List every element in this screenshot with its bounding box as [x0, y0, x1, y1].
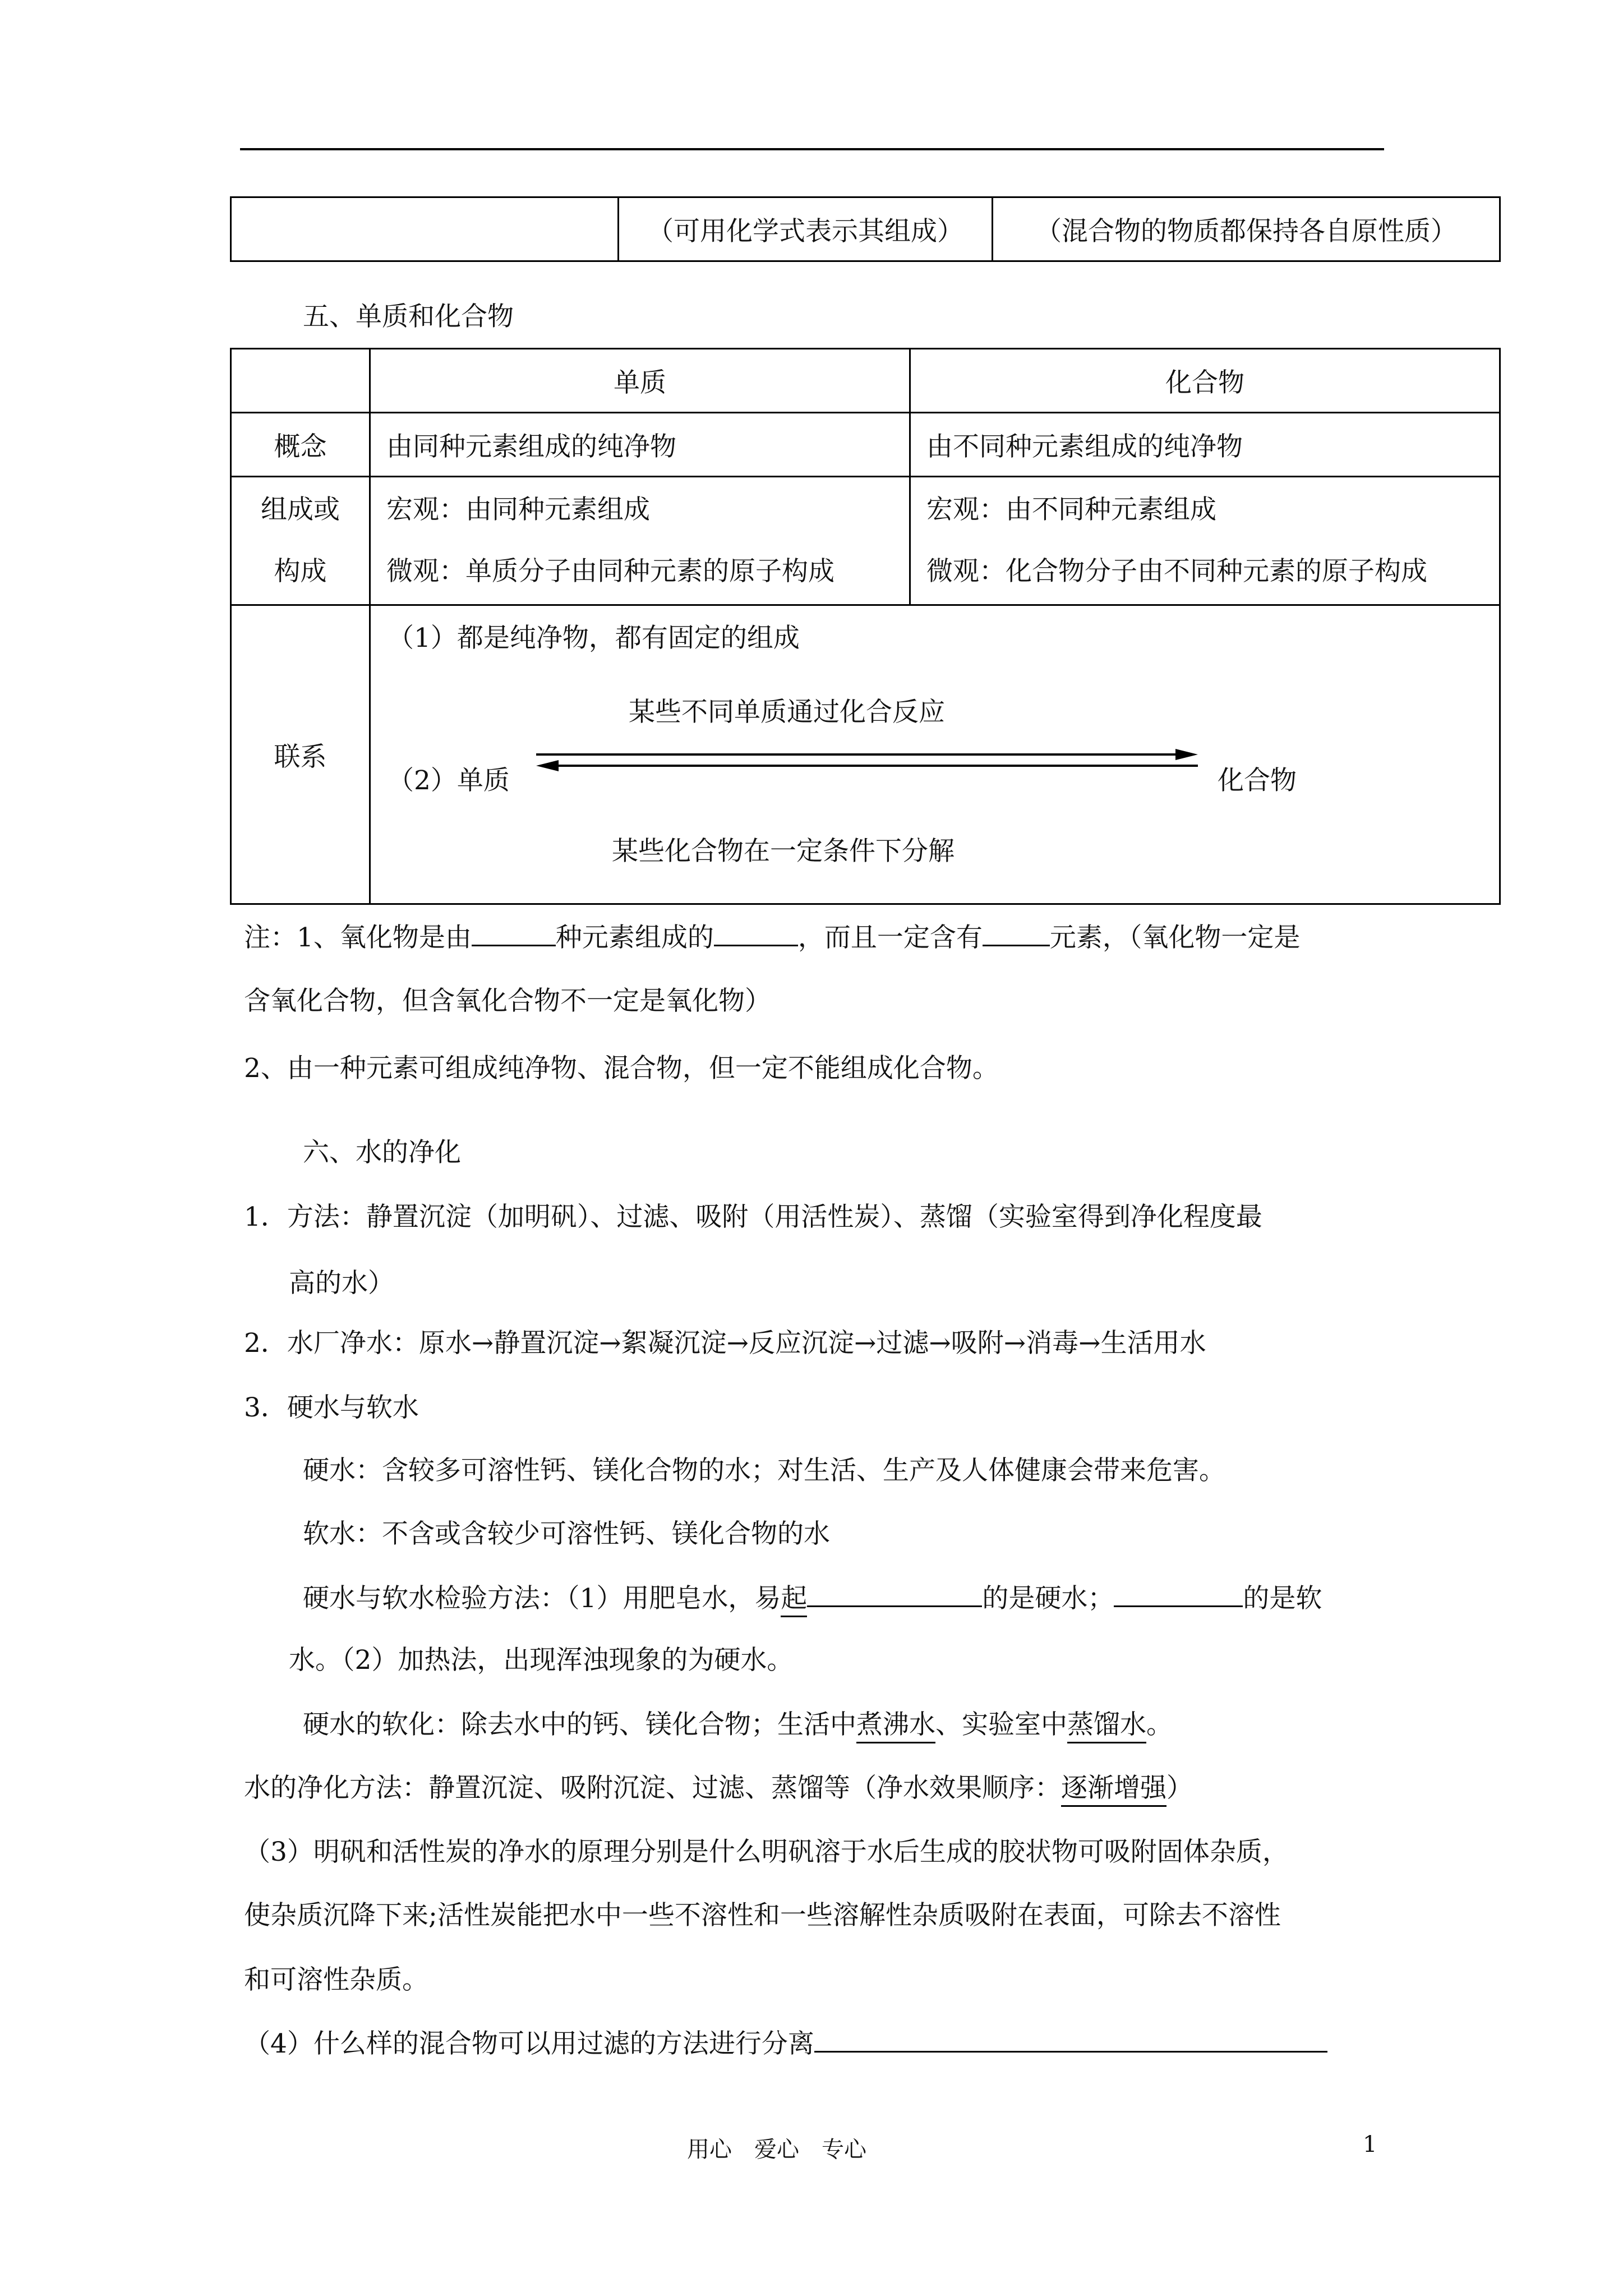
note-1-part-b: 种元素组成的: [555, 922, 714, 953]
row-link-label: 联系: [231, 605, 370, 904]
softening-part-b: 、实验室中: [935, 1709, 1067, 1740]
note-1-part-c: ，而且一定含有: [797, 922, 983, 953]
question-3-line-2: 使杂质沉降下来;活性炭能把水中一些不溶性和一些溶解性杂质吸附在表面，可除去不溶性: [244, 1900, 1281, 1931]
question-4-text: （4）什么样的混合物可以用过滤的方法进行分离: [244, 2028, 814, 2059]
question-4: [244, 2026, 1327, 2061]
question-3-line-1: （3）明矾和活性炭的净水的原理分别是什么明矾溶于水后生成的胶状物可吸附固体杂质，: [244, 1837, 1289, 1867]
methods-part-b: ）: [1166, 1773, 1193, 1803]
test-method: [303, 1581, 1322, 1617]
methods-part-a: 水的净化方法：静置沉淀、吸附沉淀、过滤、蒸馏等（净水效果顺序：: [244, 1773, 1061, 1803]
row-concept-label: 概念: [231, 413, 370, 477]
softening-part-c: 。: [1146, 1709, 1173, 1740]
macro-compound: 宏观：由不同种元素组成: [926, 494, 1216, 525]
link-cell: [370, 605, 1500, 904]
micro-compound: 微观：化合物分子由不同种元素的原子构成: [926, 556, 1427, 587]
composition-compound: [910, 477, 1500, 605]
blank-2: [714, 920, 798, 946]
composition-label-line1: 组成或: [261, 494, 340, 525]
note-1-part-d: 元素，（氧化物一定是: [1049, 922, 1301, 953]
concept-compound: 由不同种元素组成的纯净物: [910, 413, 1500, 477]
test-part-c: 的是软: [1243, 1583, 1322, 1614]
note-1: [244, 920, 1300, 955]
note-1-continued: 含氧化合物，但含氧化合物不一定是氧化物）: [244, 986, 771, 1016]
header-element: 单质: [370, 349, 910, 413]
blank-4: [807, 1581, 982, 1607]
corner-cell: [231, 349, 370, 413]
softening-underlined-2: 蒸馏水: [1067, 1708, 1146, 1743]
blank-1: [472, 920, 556, 946]
cont-cell-2: （可用化学式表示其组成）: [619, 197, 993, 261]
section6-heading: 六、水的净化: [303, 1137, 461, 1168]
methods-underlined: 逐渐增强: [1061, 1772, 1166, 1807]
hard-water: 硬水：含较多可溶性钙、镁化合物的水；对生活、生产及人体健康会带来危害。: [303, 1455, 1225, 1486]
softening-part-a: 硬水的软化：除去水中的钙、镁化合物；生活中: [303, 1709, 856, 1740]
test-underlined: 起: [781, 1582, 807, 1617]
page-number: 1: [1363, 2132, 1377, 2157]
link-point-1: （1）都是纯净物，都有固定的组成: [388, 623, 800, 654]
link-compound-label: 化合物: [1218, 765, 1297, 796]
concept-element: 由同种元素组成的纯净物: [370, 413, 910, 477]
header-rule: [240, 148, 1384, 150]
question-3-line-3: 和可溶性杂质。: [244, 1964, 428, 1995]
macro-element: 宏观：由同种元素组成: [386, 494, 650, 525]
footer-motto: 用心 爱心 专心: [687, 2137, 866, 2162]
blank-6: [814, 2026, 1327, 2053]
softening-underlined-1: 煮沸水: [856, 1708, 935, 1743]
purification-methods: [244, 1772, 1193, 1807]
element-compound-table: [230, 348, 1501, 905]
reversible-arrow-icon: [533, 746, 1201, 774]
composition-label-line2: 构成: [274, 556, 327, 587]
note-2: 2、由一种元素可组成纯净物、混合物，但一定不能组成化合物。: [244, 1053, 999, 1084]
blank-5: [1114, 1581, 1243, 1607]
cont-cell-3: （混合物的物质都保持各自原性质）: [993, 197, 1500, 261]
note-1-part-a: 注：1、氧化物是由: [244, 922, 472, 953]
section5-heading: 五、单质和化合物: [303, 301, 514, 332]
method-3: 3．硬水与软水: [244, 1392, 419, 1423]
method-1: 1．方法：静置沉淀（加明矾）、过滤、吸附（用活性炭）、蒸馏（实验室得到净化程度最: [244, 1202, 1262, 1232]
blank-3: [983, 920, 1050, 946]
test-part-b: 的是硬水；: [982, 1583, 1114, 1614]
method-1-continued: 高的水）: [289, 1268, 394, 1299]
softening: [303, 1708, 1173, 1743]
composition-element: [370, 477, 910, 605]
arrow-bottom-label: 某些化合物在一定条件下分解: [612, 836, 955, 867]
micro-element: 微观：单质分子由同种元素的原子构成: [386, 556, 834, 587]
arrow-top-label: 某些不同单质通过化合反应: [629, 697, 945, 728]
soft-water: 软水：不含或含较少可溶性钙、镁化合物的水: [303, 1519, 830, 1549]
continued-table: [230, 196, 1501, 262]
header-compound: 化合物: [910, 349, 1500, 413]
link-element-label: （2）单质: [388, 765, 510, 796]
row-composition-label: [231, 477, 370, 605]
test-part-a: 硬水与软水检验方法：（1）用肥皂水，易: [303, 1583, 781, 1614]
test-method-continued: 水。（2）加热法，出现浑浊现象的为硬水。: [289, 1645, 794, 1676]
method-2: 2．水厂净水：原水→静置沉淀→絮凝沉淀→反应沉淀→过滤→吸附→消毒→生活用水: [244, 1328, 1206, 1359]
cont-cell-1: [231, 197, 619, 261]
